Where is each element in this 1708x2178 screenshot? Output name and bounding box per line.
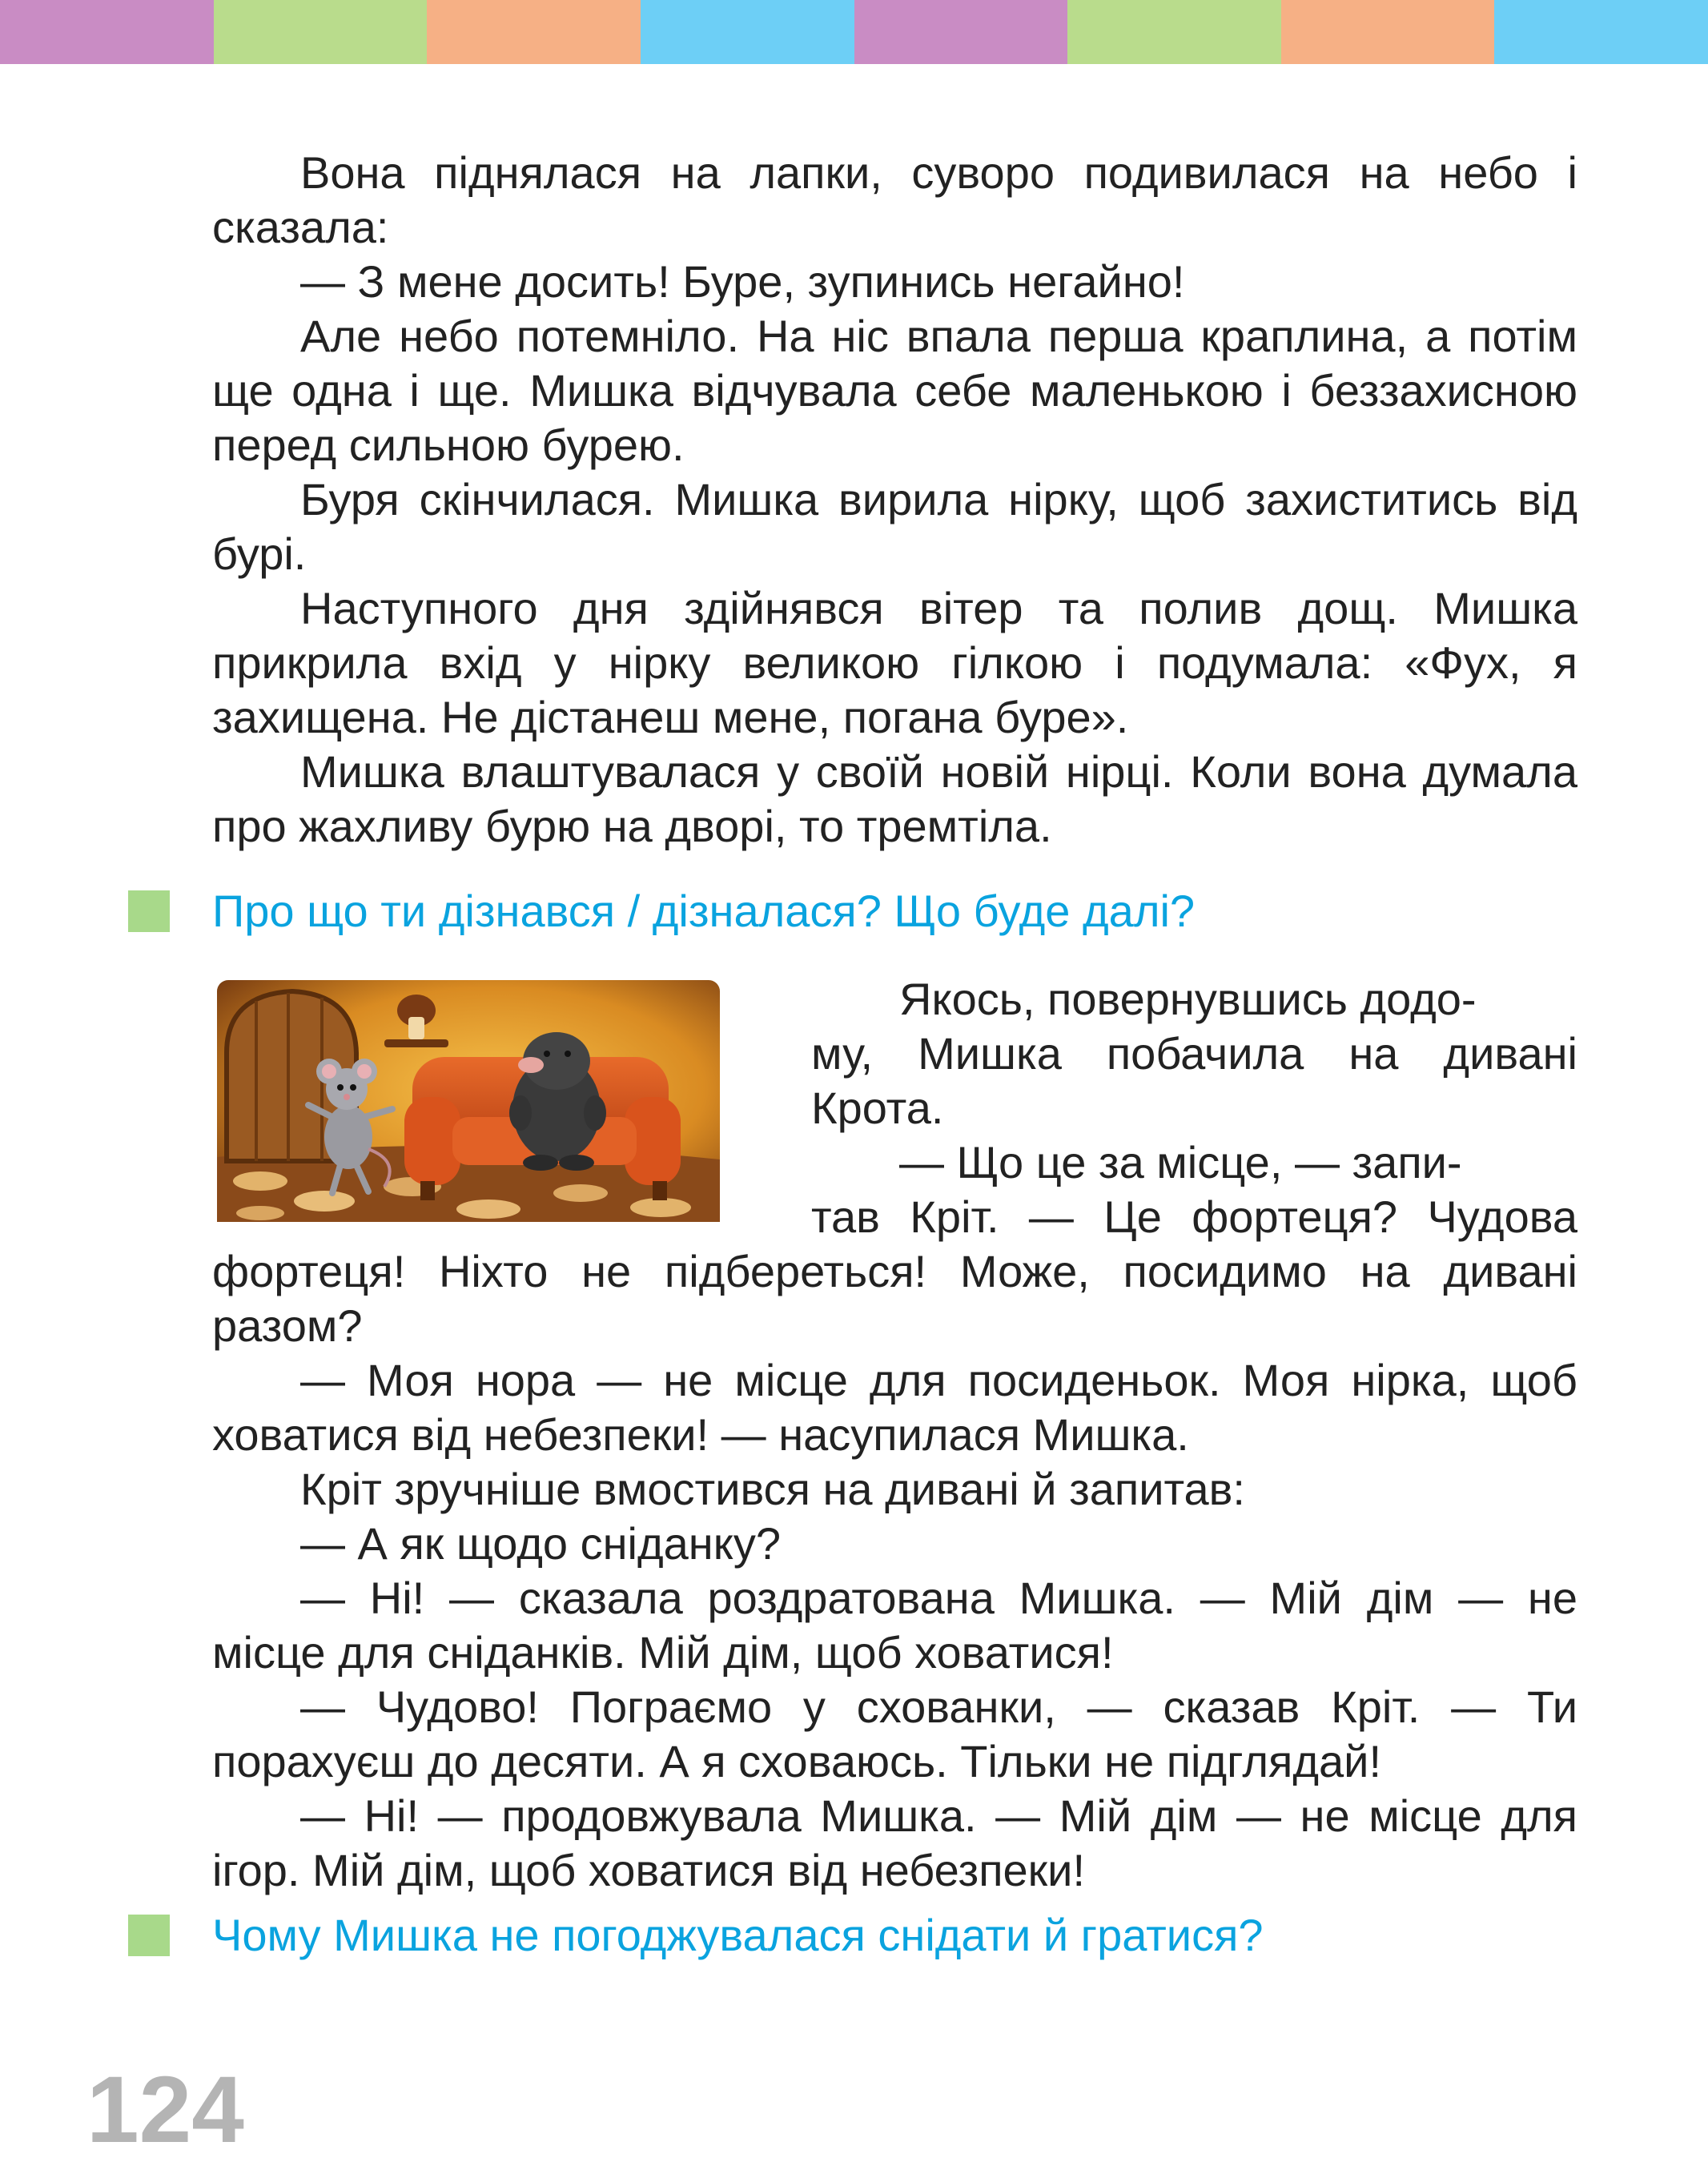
paragraph: Мишка влаштувалася у своїй новій нірці. Коли вона думала про жахливу бурю на дворі, то тремтіла. xyxy=(212,746,1577,851)
paragraph: — А як щодо сніданку? xyxy=(300,1518,781,1569)
question-2 xyxy=(128,1908,1264,1963)
paragraph: — Чудово! Пограємо у схованки, — сказав Кріт. — Ти порахуєш до десяти. А я сховаюсь. Тільки не підглядай! xyxy=(212,1682,1577,1786)
paragraph: Але небо потемніло. На ніс впала перша краплина, а потім ще одна і ще. Мишка відчувала себе маленькою і беззахисною перед сильною бурею. xyxy=(212,311,1577,470)
story-section-1 xyxy=(212,146,1577,854)
mouse-and-mole-illustration xyxy=(212,977,725,1225)
paragraph: — З мене досить! Буре, зупинись негайно! xyxy=(300,256,1185,307)
top-color-strip xyxy=(0,0,1708,64)
strip-segment-1 xyxy=(0,0,214,64)
paragraph: — Ні! — сказала роздратована Мишка. — Мій дім — не місце для сніданків. Мій дім, щоб ховатися! xyxy=(212,1573,1577,1678)
question-2-text: Чому Мишка не погоджувалася снідати й гратися? xyxy=(212,1910,1264,1960)
paragraph: Буря скінчилася. Мишка вирила нірку, щоб захиститись від бурі. xyxy=(212,474,1577,579)
paragraph: фортеця! Ніхто не підбереться! Може, посидимо на дивані разом? xyxy=(212,1246,1577,1351)
strip-segment-4 xyxy=(641,0,854,64)
strip-segment-3 xyxy=(427,0,641,64)
paragraph: — Ні! — продовжувала Мишка. — Мій дім — не місце для ігор. Мій дім, щоб ховатися від небезпеки! xyxy=(212,1790,1577,1895)
story-section-2 xyxy=(212,1244,1577,1898)
question-marker-icon xyxy=(128,1915,170,1956)
paragraph: Вона піднялася на лапки, суворо подивилася на небо і сказала: xyxy=(212,147,1577,252)
question-1 xyxy=(128,884,1195,938)
wrap-line: тав Кріт. — Це фортеця? Чудова xyxy=(811,1191,1577,1242)
strip-segment-2 xyxy=(214,0,428,64)
paragraph: Наступного дня здійнявся вітер та полив дощ. Мишка прикрила вхід у нірку великою гілкою і подумала: «Фух, я захищена. Не дістанеш мене, погана буре». xyxy=(212,583,1577,742)
wrap-line: — Що це за місце, — запи- xyxy=(899,1137,1462,1187)
page-number: 124 xyxy=(86,2057,244,2163)
strip-segment-6 xyxy=(1067,0,1281,64)
question-1-text: Про що ти дізнався / дізналася? Що буде далі? xyxy=(212,886,1196,936)
paragraph: — Моя нора — не місце для посиденьок. Моя нірка, щоб ховатися від небезпеки! — насупилася Мишка. xyxy=(212,1355,1577,1460)
wrap-line: му, Мишка побачила на дивані xyxy=(811,1028,1577,1079)
paragraph: Кріт зручніше вмостився на дивані й запитав: xyxy=(300,1464,1245,1514)
strip-segment-8 xyxy=(1494,0,1708,64)
strip-segment-7 xyxy=(1281,0,1495,64)
wrap-line: Крота. xyxy=(811,1083,944,1133)
strip-segment-5 xyxy=(854,0,1068,64)
wrap-line: Якось, повернувшись додо- xyxy=(899,974,1477,1024)
question-marker-icon xyxy=(128,890,170,932)
story-wrap-beside-illustration xyxy=(811,972,1577,1244)
